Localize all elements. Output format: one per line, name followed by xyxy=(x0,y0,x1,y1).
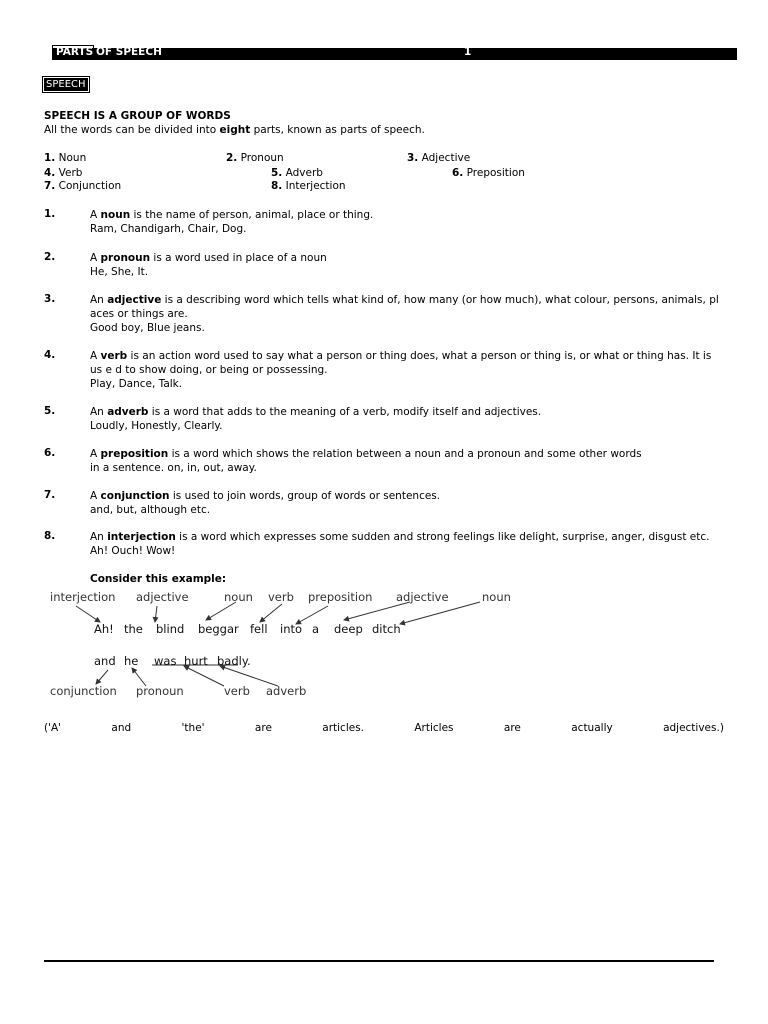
arrow-adverb xyxy=(220,666,278,686)
arrow-verb-2 xyxy=(184,666,224,686)
sentence-word: the xyxy=(124,622,143,636)
footer-rule xyxy=(44,960,714,962)
sentence-word: fell xyxy=(250,622,268,636)
sentence-word: was xyxy=(154,654,177,668)
sentence-word: and xyxy=(94,654,116,668)
intro-bold: eight xyxy=(219,124,251,136)
diagram-label: preposition xyxy=(308,590,373,604)
intro-after: parts, known as parts of speech. xyxy=(250,124,425,136)
list-item: 8. Interjection xyxy=(271,180,346,192)
sentence-word: deep xyxy=(334,622,363,636)
diagram-label: adjective xyxy=(136,590,189,604)
diagram-label: adjective xyxy=(396,590,449,604)
articles-note: ('A' and 'the' are articles. Articles are actually adjectives.) xyxy=(44,722,724,734)
list-item: 5. Adverb xyxy=(271,167,323,179)
diagram-label: conjunction xyxy=(50,684,117,698)
diagram-label: verb xyxy=(268,590,294,604)
arrow-noun-2 xyxy=(400,602,480,624)
sentence-word: hurt xyxy=(184,654,208,668)
arrow-verb xyxy=(260,604,282,622)
arrow-adjective xyxy=(155,606,157,622)
diagram-label: verb xyxy=(224,684,250,698)
sentence-word: Ah! xyxy=(94,622,114,636)
list-item: 2. Pronoun xyxy=(226,152,284,164)
page-number: 1 xyxy=(464,46,472,58)
sentence-word: into xyxy=(280,622,303,636)
example-heading: Consider this example: xyxy=(90,573,227,585)
diagram-label: adverb xyxy=(266,684,307,698)
diagram-label: noun xyxy=(224,590,253,604)
list-item: 7. Conjunction xyxy=(44,180,122,192)
sentence-word: badly. xyxy=(217,654,251,668)
sentence-word: beggar xyxy=(198,622,239,636)
sentence-word: blind xyxy=(156,622,185,636)
arrow-adjective-2 xyxy=(344,602,410,620)
parts-of-speech-diagram xyxy=(44,586,544,706)
sentence-word: he xyxy=(124,654,139,668)
intro-before: All the words can be divided into xyxy=(44,124,220,136)
page-heading: SPEECH IS A GROUP OF WORDS xyxy=(44,110,231,122)
list-item: 4. Verb xyxy=(44,167,83,179)
arrow-noun xyxy=(206,602,236,620)
intro-text xyxy=(44,124,425,136)
list-item: 6. Preposition xyxy=(452,167,525,179)
list-item: 3. Adjective xyxy=(407,152,471,164)
section-tag: SPEECH xyxy=(46,79,86,90)
diagram-label: pronoun xyxy=(136,684,184,698)
arrow-interjection xyxy=(76,606,100,622)
diagram-label: interjection xyxy=(50,590,116,604)
diagram-label: noun xyxy=(482,590,511,604)
header-title-part2: OF SPEECH xyxy=(96,46,162,58)
arrow-conjunction xyxy=(96,670,108,684)
sentence-word: a xyxy=(312,622,320,636)
header-title-part1: PARTS xyxy=(56,46,94,58)
sentence-word: ditch xyxy=(372,622,401,636)
list-item: 1. Noun xyxy=(44,152,87,164)
